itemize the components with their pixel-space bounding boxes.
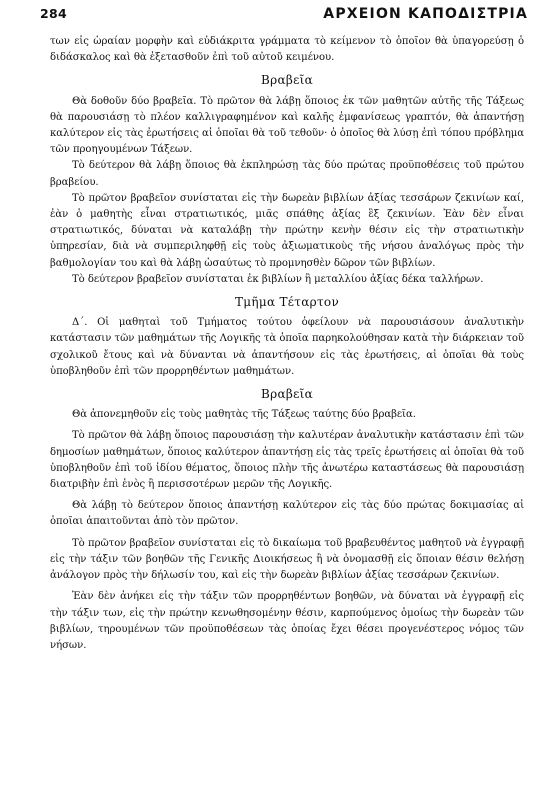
paragraph: Τὸ δεύτερον βραβεῖον συνίσταται ἐκ βιβλίων ἢ μεταλλίου ἀξίας δέκα ταλλήρων. xyxy=(72,273,484,285)
page-body xyxy=(50,34,524,654)
paragraph: Τὸ πρῶτον βραβεῖον συνίσταται εἰς τὸ δικαίωμα τοῦ βραβευθέντος μαθητοῦ νὰ ἐγγραφῇ εἰς τὴν τάξιν τῶν βοηθῶν τῆς Γενικῆς Διοικήσεως ἢ νὰ ὀνομασθῇ εἰς ὅποιαν θέσιν θελήσῃ ἀνάλογον πρὸς τὴν δήλωσίν του, καὶ εἰς τὴν δωρεὰν βιβλίων ἀξίας τεσσάρων ζεκινίων. xyxy=(50,537,524,582)
paragraph: Τὸ πρῶτον θὰ λάβῃ ὅποιος παρουσιάσῃ τὴν καλυτέραν ἀναλυτικὴν κατάστασιν ἐπὶ τῶν δημοσίων μαθημάτων, ὅποιος καλύτερον ἀπαντήσῃ εἰς τὰς τρεῖς ἐρωτήσεις αἱ ὁποῖαι θὰ τοῦ ὑποβληθοῦν ἐπὶ τοῦ ἰδίου θέματος, ὅποιος πλὴν τῆς ἀνωτέρω καταστάσεως θὰ παρουσιάσῃ διατριβὴν ἐπὶ ἑνὸς ἢ περισσοτέρων μερῶν τῆς Λογικῆς. xyxy=(50,430,524,491)
paragraph: Θὰ δοθοῦν δύο βραβεῖα. Τὸ πρῶτον θὰ λάβῃ ὅποιος ἐκ τῶν μαθητῶν αὐτῆς τῆς Τάξεως θὰ παρουσιάσῃ τὸ πλέον καλλιγραφημένον καὶ καλῆς ἐμφανίσεως γραπτόν, θὰ ἀπαντήσῃ καλύτερον εἰς τὰς ἐρωτήσεις αἱ ὁποῖαι θὰ τοῦ τεθοῦν· ὁ ὁποῖος θὰ λύσῃ ἐπὶ τόπου πρόβλημα τῶν προηγουμένων Τάξεων. xyxy=(50,95,524,156)
paragraph: Τὸ δεύτερον θὰ λάβῃ ὅποιος θὰ ἐκπληρώσῃ τὰς δύο πρώτας προϋποθέσεις τοῦ πρώτου βραβείου. xyxy=(50,160,524,188)
paragraph: Θὰ λάβῃ τὸ δεύτερον ὅποιος ἀπαντήσῃ καλύτερον εἰς τὰς δύο πρώτας δοκιμασίας αἱ ὁποῖαι ἀπαιτοῦνται ἀπὸ τὸν πρῶτον. xyxy=(50,500,524,528)
running-head: ΑΡΧΕΙΟΝ ΚΑΠΟΔΙΣΤΡΙΑ xyxy=(323,6,528,22)
section-heading-prizes: Βραβεῖα xyxy=(260,73,314,88)
section-heading-prizes: Βραβεῖα xyxy=(260,387,314,402)
paragraph-continuation: των εἰς ὡραίαν μορφὴν καὶ εὐδιάκριτα γράμματα τὸ κείμενον τὸ ὁποῖον θὰ ὑπαγορεύσῃ ὁ διδάσκαλος καὶ θὰ ἐξετασθοῦν ἐπὶ τοῦ αὐτοῦ κειμένου. xyxy=(50,36,524,64)
page-header xyxy=(40,6,528,26)
paragraph: Θὰ ἀπονεμηθοῦν εἰς τοὺς μαθητὰς τῆς Τάξεως ταύτης δύο βραβεῖα. xyxy=(72,409,416,421)
paragraph: Δ΄. Οἱ μαθηταὶ τοῦ Τμήματος τούτου ὀφείλουν νὰ παρουσιάσουν ἀναλυτικὴν κατάστασιν τῶν μαθημάτων τῆς Λογικῆς τὰ ὁποῖα παρηκολούθησαν κατὰ τὴν διάρκειαν τοῦ σχολικοῦ ἔτους καὶ νὰ δύνανται νὰ ἀπαντήσουν εἰς τὰς ἐρωτήσεις, αἱ ὁποῖαι θὰ τοὺς ὑποβληθοῦν ἐπὶ τῶν προρρηθέντων μαθημάτων. xyxy=(50,317,524,377)
section-heading-fourth-division: Τμῆμα Τέταρτον xyxy=(234,295,340,310)
page-number: 284 xyxy=(40,6,67,21)
paragraph: Ἐὰν δὲν ἀνήκει εἰς τὴν τάξιν τῶν προρρηθέντων βοηθῶν, νὰ δύναται νὰ ἐγγραφῇ εἰς τὴν τάξιν των, εἰς τὴν πρώτην κενωθησομένην θέσιν, καρπούμενος ὁμοίως τὴν δωρεὰν τῶν βιβλίων, τηρουμένων τῶν προϋποθέσεων τὰς ὁποίας ἔχει θέσει προγενέστερος νόμος τῶν νήσων. xyxy=(50,591,524,651)
paragraph: Τὸ πρῶτον βραβεῖον συνίσταται εἰς τὴν δωρεὰν βιβλίων ἀξίας τεσσάρων ζεκινίων καί, ἐὰν ὁ μαθητὴς εἶναι στρατιωτικός, μιᾶς σπάθης ἀξίας ἓξ ζεκινίων. Ἐὰν δὲν εἶναι στρατιωτικός, δύναται νὰ καταλάβῃ τὴν πρώτην κενὴν θέσιν εἰς τὴν στρατιωτικὴν ὑπηρεσίαν, διὰ νὰ συμπεριληφθῇ εἰς τοὺς ἀξιωματικοὺς τῆς νήσου ἀναλόγως πρὸς τὴν βαθμολογίαν του καὶ θὰ λάβῃ ὡσαύτως τὸ προμνησθὲν δῶρον τῶν βιβλίων. xyxy=(50,192,524,269)
